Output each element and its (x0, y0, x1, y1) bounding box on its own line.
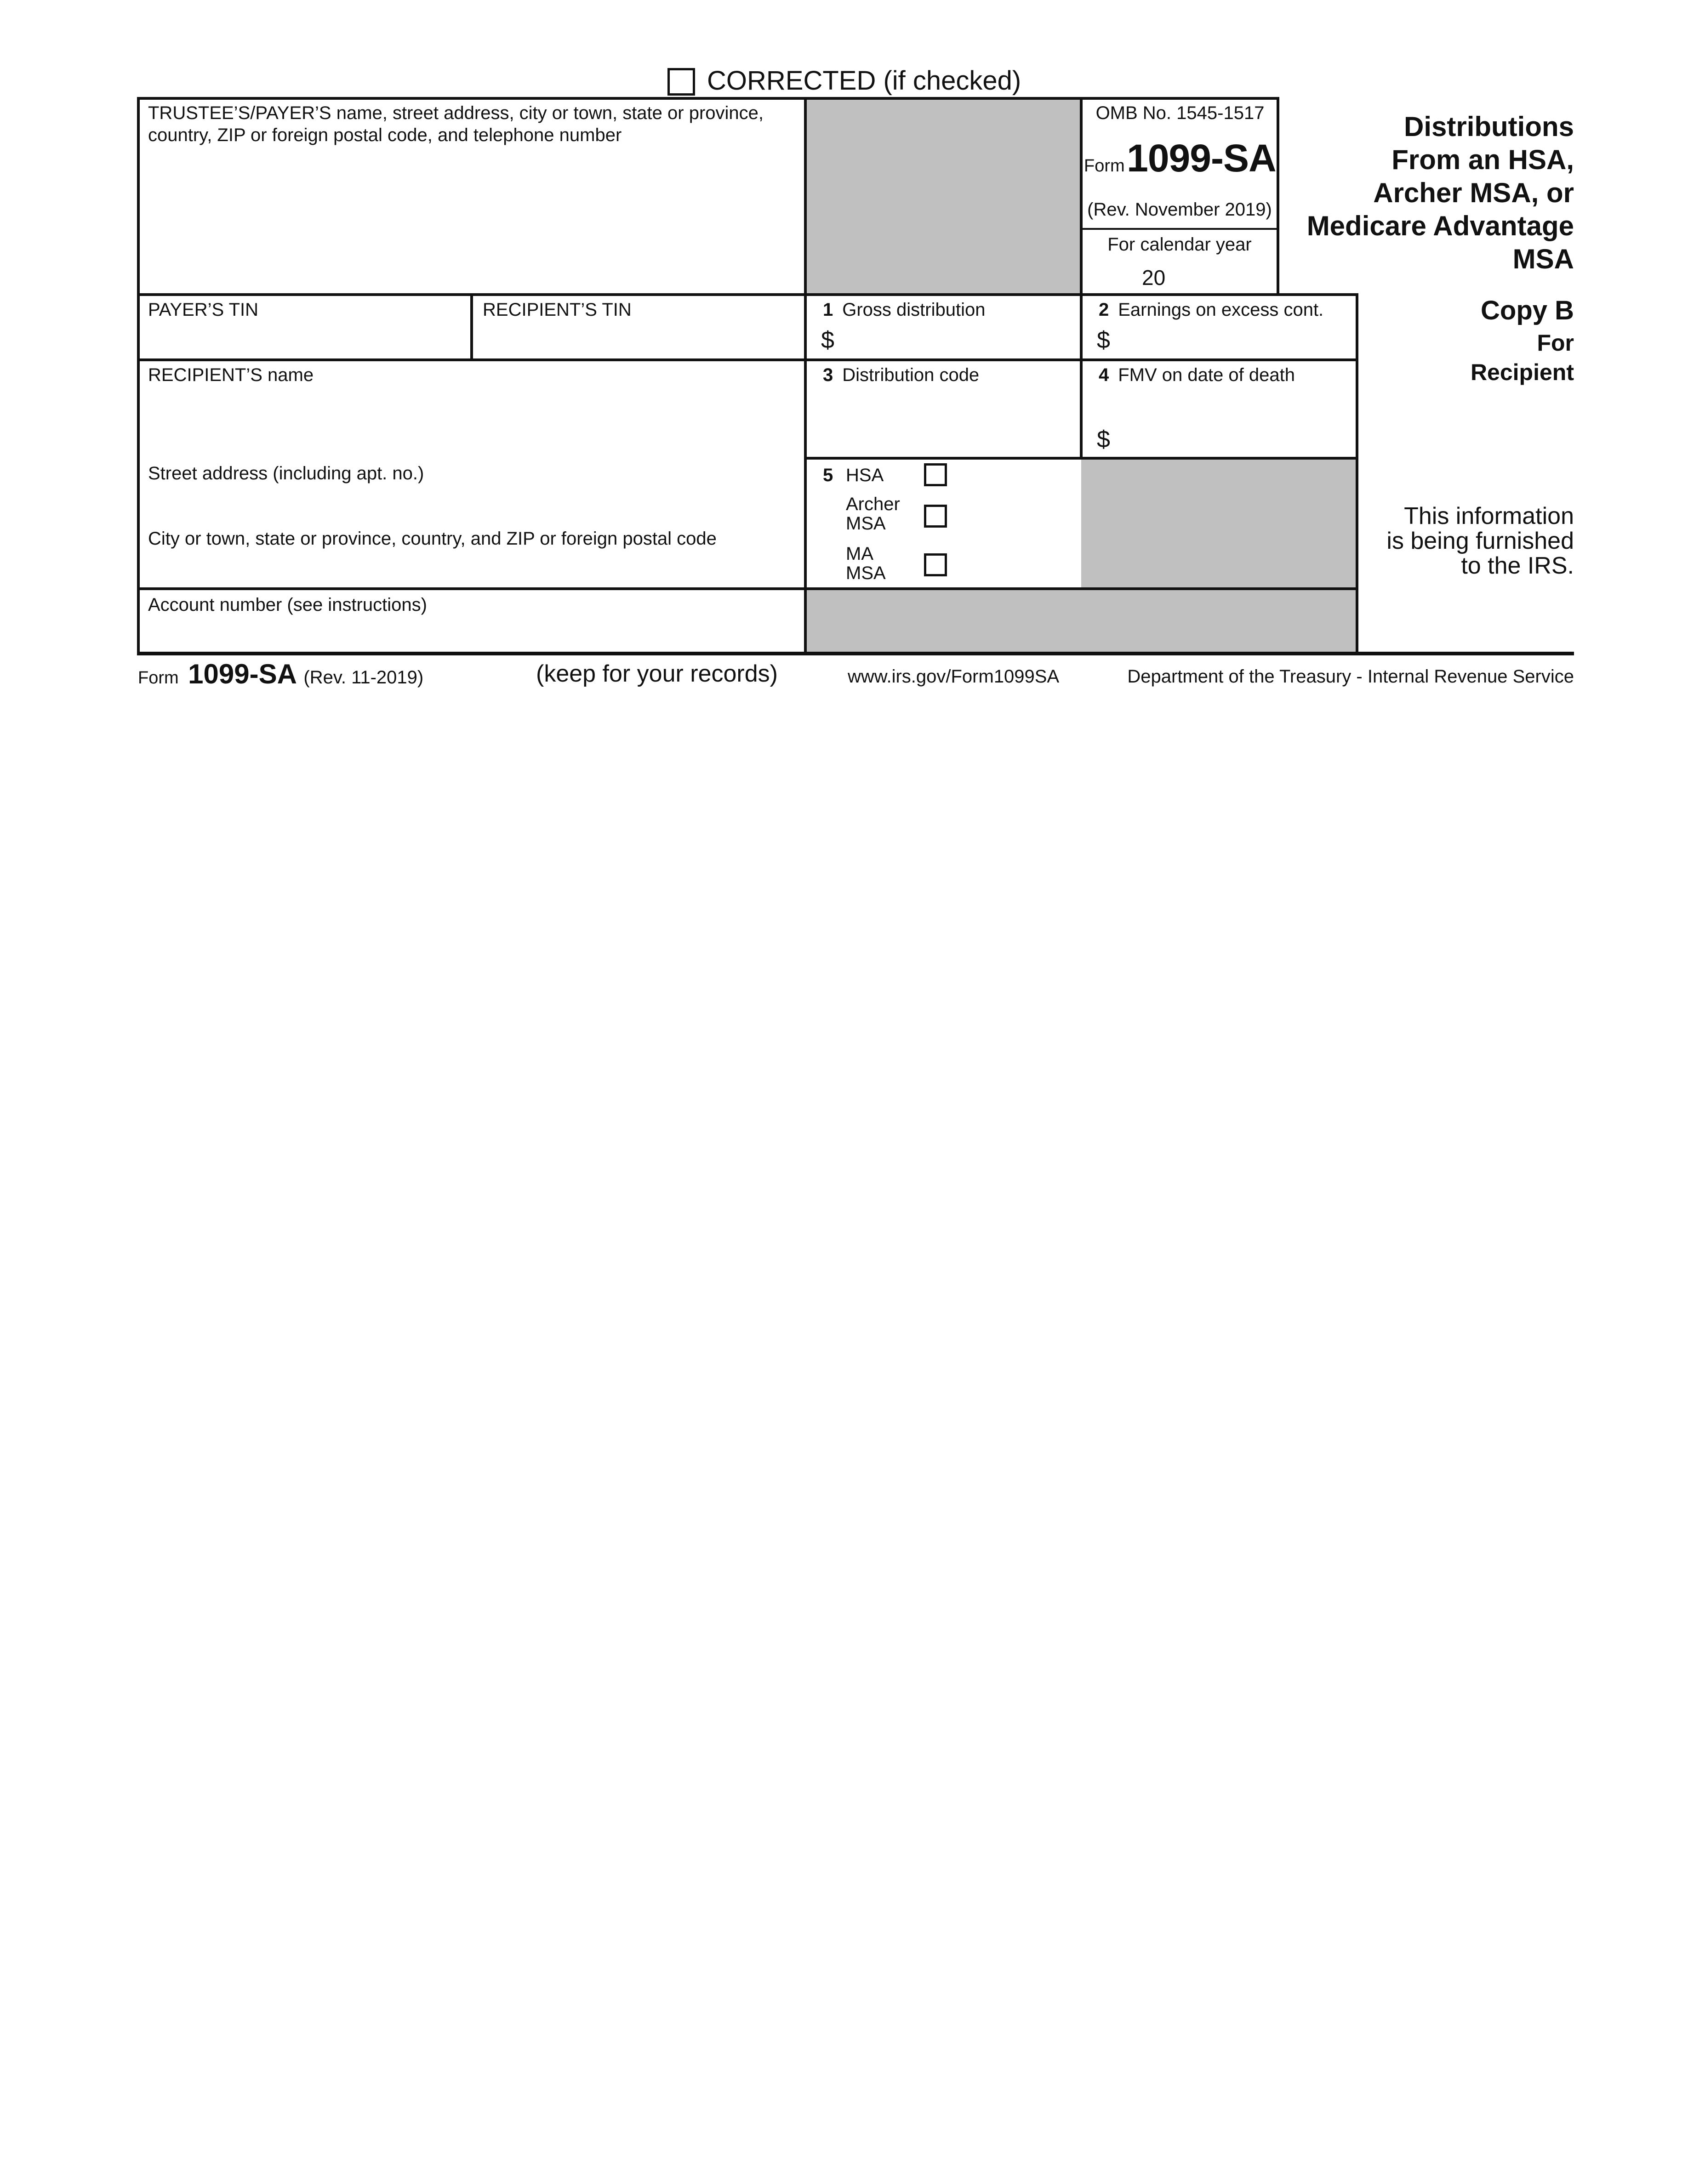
box5-number: 5 (823, 465, 833, 485)
footer-form-word: Form (138, 668, 179, 688)
earnings-excess-input[interactable] (1117, 324, 1352, 356)
recipient-name-label: RECIPIENT’S name (148, 365, 314, 385)
account-number-field[interactable] (141, 618, 803, 651)
shaded-area-account-right (805, 588, 1357, 654)
distribution-code-input[interactable] (809, 391, 1078, 455)
box2-currency: $ (1097, 327, 1110, 353)
box1-number: 1 (823, 300, 833, 320)
divider-h-640 (137, 293, 1358, 296)
payer-block-field[interactable] (141, 146, 803, 291)
fmv-input[interactable] (1117, 423, 1352, 455)
form-title (1287, 110, 1574, 276)
ma-msa-checkbox[interactable] (924, 553, 947, 576)
box4-number: 4 (1099, 365, 1109, 385)
omb-number: OMB No. 1545-1517 (1095, 103, 1265, 123)
recipient-tin-label: RECIPIENT’S TIN (483, 300, 632, 320)
recipient-tin-field[interactable] (473, 322, 803, 358)
shaded-area-box5-right (1081, 458, 1357, 588)
title-line-1: Distributions (1404, 111, 1574, 142)
footer-rev: (Rev. 11-2019) (303, 667, 424, 688)
divider-v-2352 (1080, 97, 1083, 458)
divider-h-782 (137, 358, 1358, 361)
street-address-field[interactable] (141, 485, 803, 525)
frame-top-left (137, 97, 1279, 100)
divider-h-996 (805, 457, 1358, 460)
box1-currency: $ (821, 327, 834, 353)
box2-number: 2 (1099, 300, 1109, 320)
gross-distribution-input[interactable] (841, 324, 1076, 356)
calendar-year-prefix: 20 (1142, 266, 1166, 290)
account-number-label: Account number (see instructions) (148, 595, 427, 615)
box1-text: Gross distribution (842, 300, 986, 320)
form-word: Form (1084, 156, 1125, 176)
corrected-label: CORRECTED (if checked) (707, 66, 1021, 96)
copy-b-recipient: Recipient (1470, 359, 1574, 385)
divider-v-tin (470, 293, 473, 360)
street-address-label: Street address (including apt. no.) (148, 463, 424, 483)
divider-v-2950 (1356, 293, 1358, 654)
divider-h-omb (1081, 228, 1279, 230)
box3-text: Distribution code (842, 365, 980, 385)
rev-date: (Rev. November 2019) (1087, 199, 1272, 220)
corrected-checkbox[interactable] (667, 68, 695, 96)
box5-option-archer: Archer MSA (846, 494, 900, 534)
box4-currency: $ (1097, 426, 1110, 453)
box4-label (1099, 364, 1295, 386)
recipient-name-field[interactable] (141, 389, 803, 458)
city-label: City or town, state or province, country, and ZIP or foreign postal code (148, 529, 717, 549)
footer-department: Department of the Treasury - Internal Revenue Service (1127, 666, 1574, 687)
copy-b-block (1361, 293, 1574, 387)
divider-v-1752 (804, 97, 807, 654)
form-number-header (1084, 136, 1277, 181)
box5-option-hsa: HSA (846, 465, 884, 485)
title-line-5: MSA (1512, 244, 1574, 274)
footer-form-number: 1099-SA (188, 659, 297, 689)
payer-tin-label: PAYER’S TIN (148, 300, 259, 320)
title-line-3: Archer MSA, or (1373, 177, 1574, 208)
footer-form-id (138, 658, 423, 690)
shaded-area-top (805, 98, 1081, 294)
copy-b-title: Copy B (1481, 296, 1574, 325)
box5-option-ma: MA MSA (846, 544, 886, 583)
copy-b-for: For (1537, 330, 1574, 356)
city-field[interactable] (141, 552, 803, 586)
hsa-checkbox[interactable] (924, 463, 947, 486)
form-number: 1099-SA (1127, 136, 1276, 180)
box2-text: Earnings on excess cont. (1118, 300, 1324, 320)
frame-left (137, 97, 140, 654)
footer-keep-note: (keep for your records) (536, 660, 778, 687)
archer-msa-checkbox[interactable] (924, 505, 947, 528)
payer-tin-field[interactable] (141, 322, 469, 358)
frame-bottom (137, 652, 1574, 655)
box1-label (823, 299, 985, 321)
divider-v-2780 (1277, 97, 1279, 295)
title-line-4: Medicare Advantage (1306, 210, 1574, 241)
box3-number: 3 (823, 365, 833, 385)
box2-label (1099, 299, 1323, 321)
payer-block-label: TRUSTEE’S/PAYER’S name, street address, city or town, state or province, country, ZIP or foreign postal code, and telephone number (148, 103, 764, 145)
box3-label (823, 364, 979, 386)
title-line-2: From an HSA, (1391, 144, 1574, 175)
calendar-year-input[interactable] (1168, 264, 1269, 291)
box4-text: FMV on date of death (1118, 365, 1295, 385)
divider-h-1280 (137, 587, 1358, 590)
irs-info-note: This information is being furnished to the IRS. (1386, 503, 1574, 579)
footer-url[interactable]: www.irs.gov/Form1099SA (848, 666, 1060, 687)
calendar-year-label: For calendar year (1107, 234, 1252, 255)
